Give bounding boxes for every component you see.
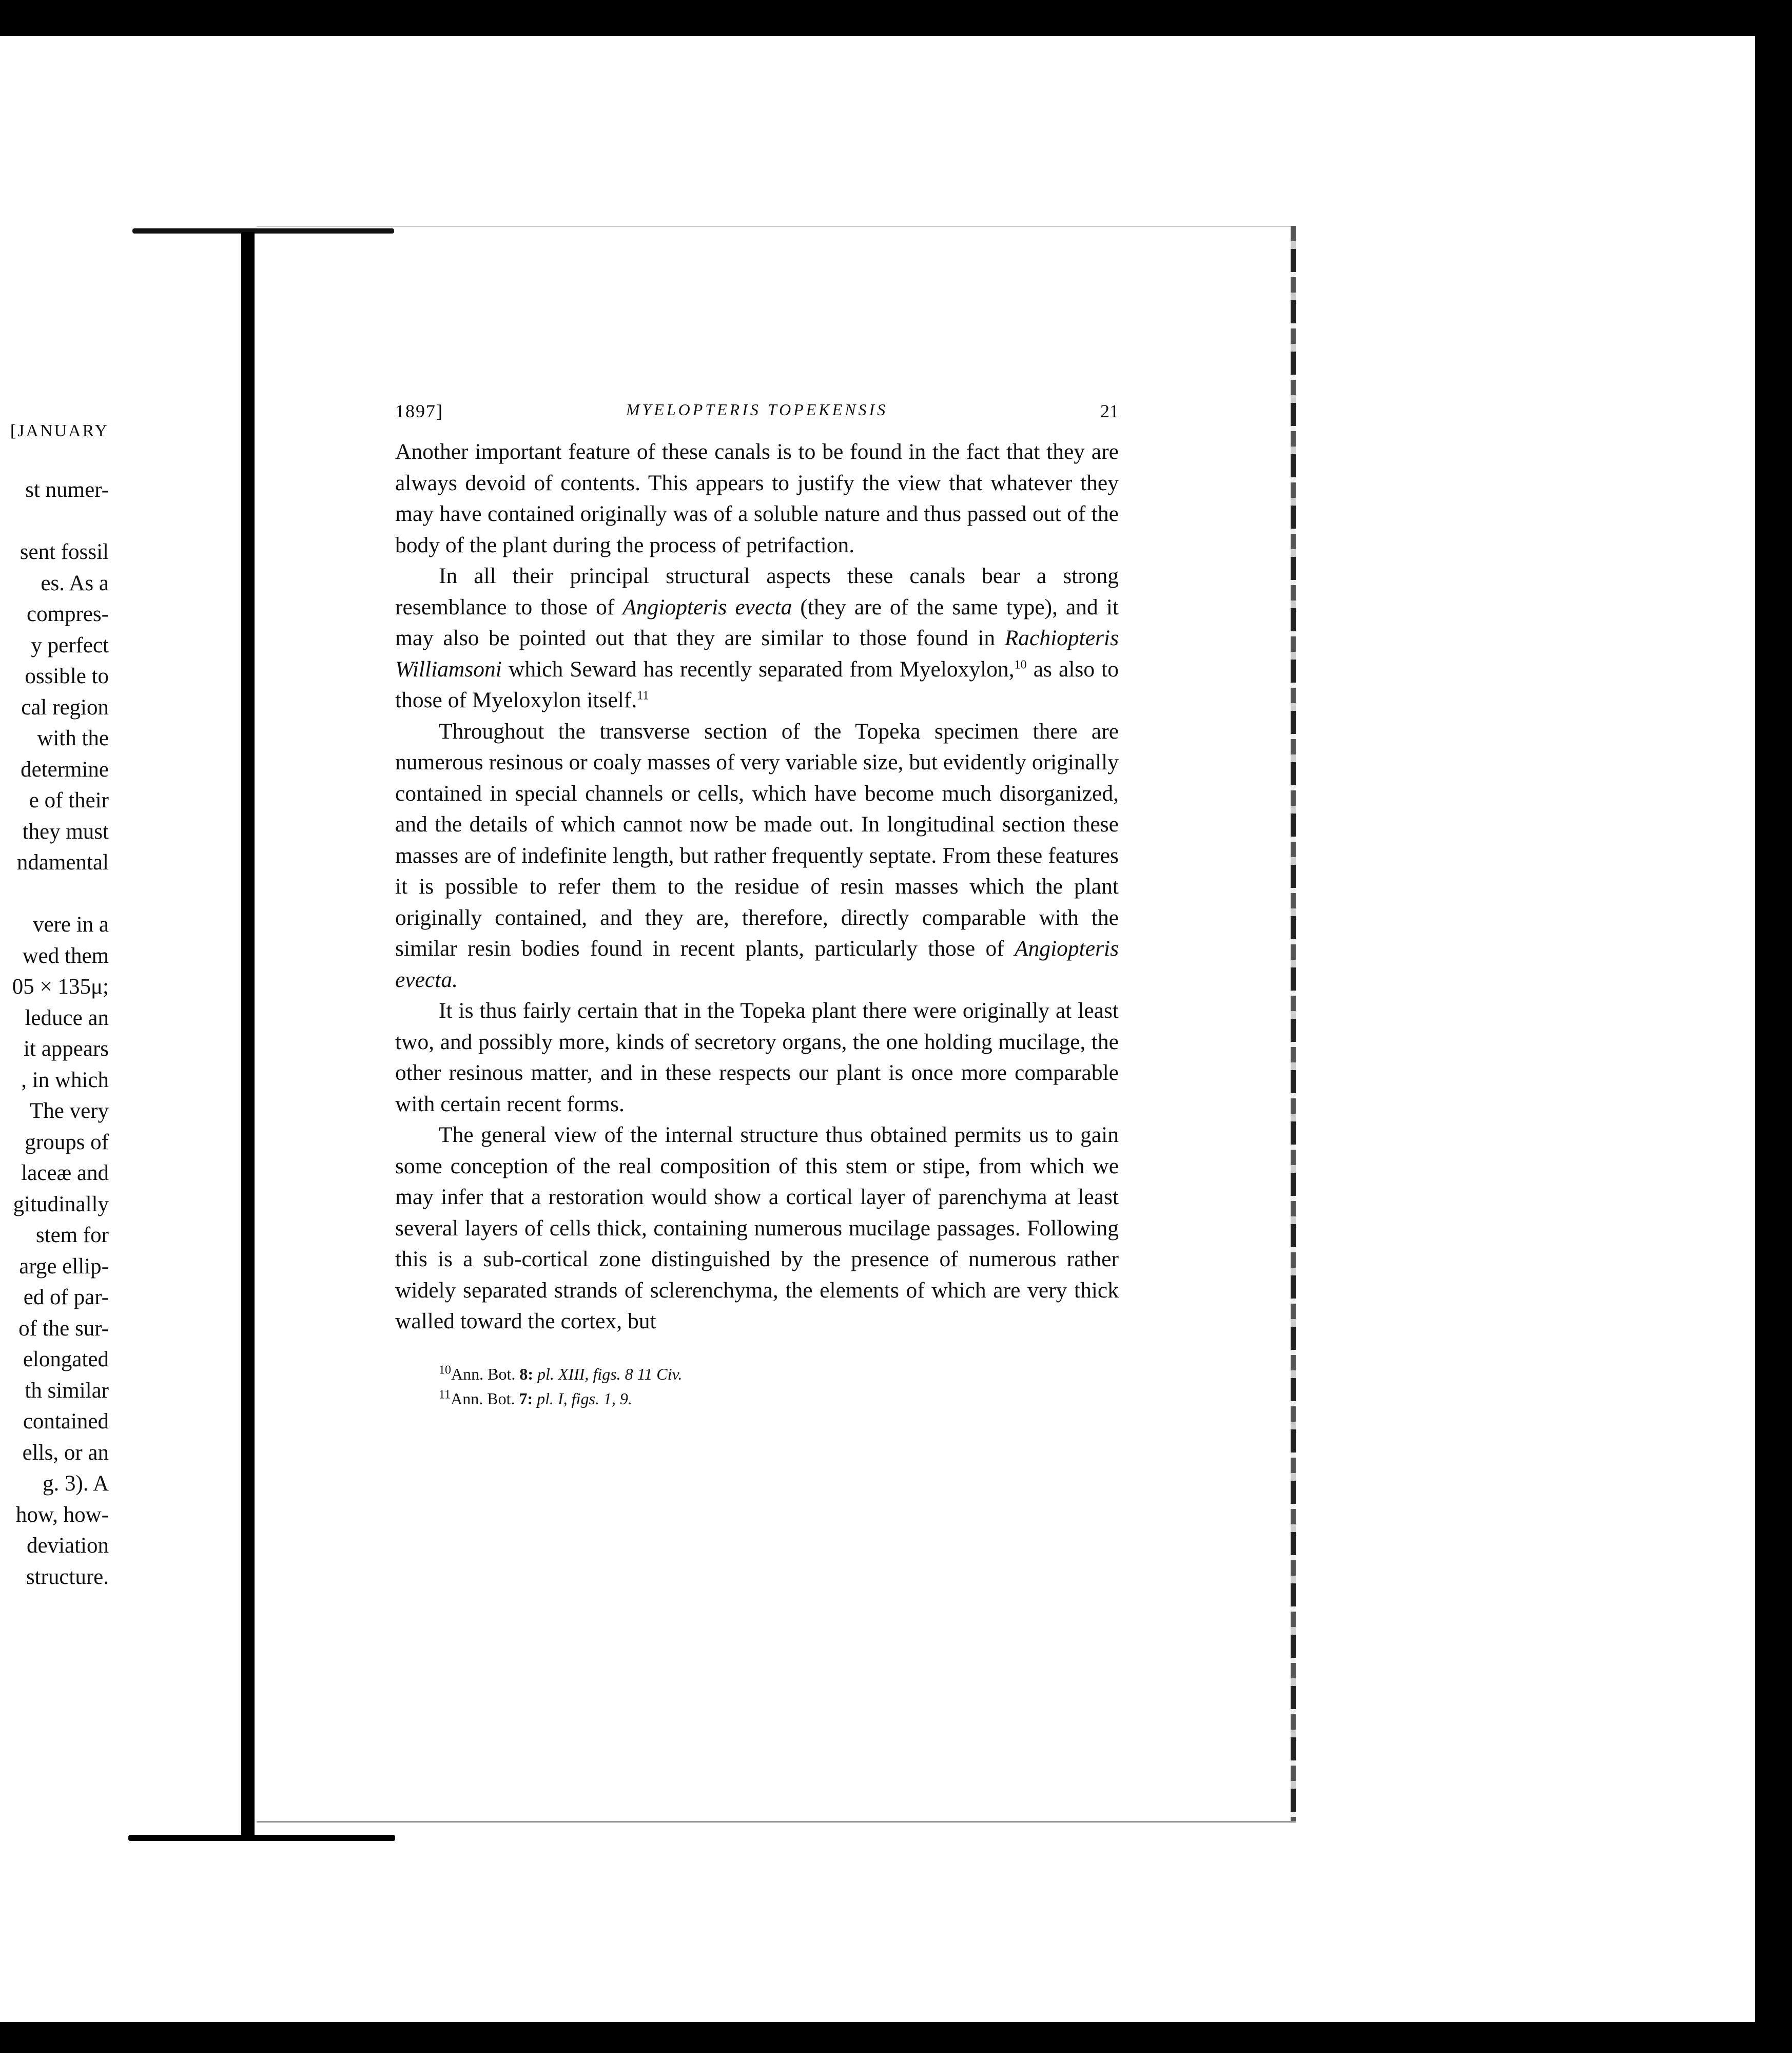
- left-page-line: groups of: [25, 1130, 109, 1154]
- paragraph-1: Another important feature of these canals is to be found in the fact that they are always devoid of contents. This appears to justify the view that whatever they may have contained originally was of a soluble nature and thus passed out of the body of the plant during the process of petrifaction.: [395, 439, 1119, 557]
- footnotes: [395, 1362, 1119, 1411]
- left-page-line: contained: [23, 1409, 109, 1434]
- left-page-line: of the sur-: [18, 1316, 109, 1341]
- left-page-line: gitudinally: [13, 1192, 109, 1216]
- paragraph-2: In all their principal structural aspects these canals bear a strong resemblance to those of Angiopteris evecta (they are of the same type), and it may also be pointed out that they are similar to those found in Rachiopteris Williamsoni which Seward has recently separated from Myeloxylon,$^{10}$ as also to those of Myeloxylon itself.$^{11}$: [395, 564, 1119, 712]
- left-page-line: 05 × 135μ;: [12, 975, 109, 999]
- left-page-line: The very: [29, 1099, 109, 1123]
- book-spine: [241, 232, 255, 1838]
- paragraph-3: Throughout the transverse section of the Topeka specimen there are numerous resinous or coaly masses of very variable size, but evidently originally contained in special channels or cells, which have become much disorganized, and the details of which cannot now be made out. In longitudinal section these masses are of indefinite length, but rather frequently septate. From these features it is possible to refer them to the residue of resin masses which the plant originally contained, and they are, therefore, directly comparable with the similar resin bodies found in recent plants, particularly those of Angiopteris evecta.: [395, 719, 1119, 992]
- paragraph-4: It is thus fairly certain that in the Topeka plant there were originally at least two, and possibly more, kinds of secretory organs, the one holding mucilage, the other resinous matter, and in these respects our plant is once more comparable with certain recent forms.: [395, 998, 1119, 1116]
- left-page-line: elongated: [23, 1347, 109, 1371]
- left-page-line: they must: [22, 819, 109, 844]
- left-page-line: ells, or an: [22, 1440, 109, 1465]
- left-page-line: th similar: [25, 1378, 109, 1403]
- left-page-line: it appears: [24, 1037, 109, 1061]
- taxon-name: Angiopteris evecta: [622, 594, 792, 619]
- taxon-name: Rachiopteris Williamsoni: [395, 626, 1119, 682]
- book-spine-top: [132, 228, 394, 234]
- page-bottom-edge: [257, 1821, 1296, 1823]
- left-page-line: compres-: [27, 602, 109, 626]
- left-page-line: y perfect: [31, 633, 109, 657]
- left-page-line: e of their: [29, 788, 109, 812]
- left-page-line: wed them: [22, 943, 109, 968]
- left-page-line: structure.: [26, 1564, 109, 1589]
- header-title: MYELOPTERIS TOPEKENSIS: [626, 400, 888, 419]
- left-page-line: how, how-: [15, 1502, 109, 1527]
- page-number: 21: [1100, 401, 1119, 421]
- left-page-line: deviation: [26, 1534, 109, 1558]
- footnote-ref: 10: [1014, 658, 1027, 671]
- page-fore-edge: [1291, 226, 1296, 1822]
- footnote: $^{11}$Ann. Bot. 7: pl. I, figs. 1, 9.: [439, 1387, 632, 1408]
- left-page-line: g. 3). A: [43, 1471, 109, 1496]
- page-body: [395, 436, 1119, 1337]
- left-page-line: leduce an: [25, 1005, 109, 1030]
- header-year: 1897]: [395, 401, 443, 421]
- left-page-line: ed of par-: [23, 1285, 109, 1309]
- footnote: $^{10}$Ann. Bot. 8: pl. XIII, figs. 8 11 Civ.: [439, 1363, 683, 1383]
- right-page: [395, 400, 1119, 1411]
- left-page-line: cal region: [21, 695, 109, 720]
- left-page-line: determine: [21, 757, 109, 782]
- taxon-name: Angiopteris evecta.: [395, 936, 1119, 992]
- left-page-line: es. As a: [41, 571, 109, 595]
- running-header: [395, 400, 1119, 436]
- paragraph-5: The general view of the internal structure thus obtained permits us to gain some conception of the real composition of this stem or stipe, from which we may infer that a restoration would show a cortical layer of parenchyma at least several layers of cells thick, containing numerous mucilage passages. Following this is a sub-cortical zone distinguished by the presence of numerous rather widely separated strands of sclerenchyma, the elements of which are very thick walled toward the cortex, but: [395, 1122, 1119, 1333]
- left-page-line: sent fossil: [20, 540, 109, 564]
- left-page-line: stem for: [35, 1223, 109, 1247]
- left-page-line: ossible to: [25, 664, 109, 688]
- left-page-line: , in which: [21, 1068, 109, 1092]
- page-top-edge: [257, 226, 1293, 227]
- left-page-header: [JANUARY: [10, 421, 109, 440]
- book-spine-bottom: [128, 1835, 395, 1841]
- left-page-line: with the: [37, 726, 109, 750]
- left-page-line: ndamental: [16, 850, 109, 875]
- left-page-line: st numer-: [25, 478, 109, 502]
- left-page-line: vere in a: [32, 913, 109, 937]
- left-page-line: laceæ and: [21, 1161, 109, 1185]
- footnote-ref: 11: [637, 689, 649, 703]
- left-page-line: arge ellip-: [19, 1254, 109, 1279]
